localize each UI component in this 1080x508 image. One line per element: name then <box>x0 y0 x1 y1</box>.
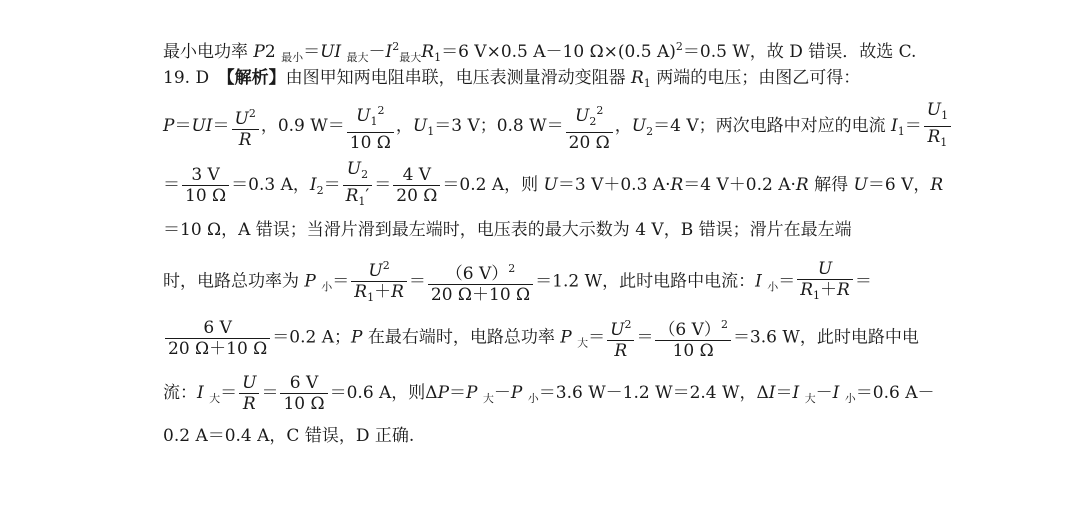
text-line: 0.2 A＝0.4 A，C 错误，D 正确. <box>163 426 415 446</box>
text-line: 时，电路总功率为 P $_小$＝ $\frac{U^2}{R_1+R}$ ＝ $\frac{(6 V)^2}{20 \Omega+10 \Omega}$ ＝1.2 W，此时电路中电流：I $_小$＝ $\frac{U}{R_1+R}$ ＝ <box>163 256 872 308</box>
text-line: 流：I $_大$＝ $\frac{U}{R}$ ＝ $\frac{6 V}{10 \Omega}$ ＝0.6 A，则ΔP＝P $_大$－P $_小$＝3.6 W－1.2 W＝2.4 W，ΔI＝I $_大$－I $_小$＝0.6 A－ <box>163 373 935 414</box>
text-line: ＝10 Ω，A 错误；当滑片滑到最左端时，电压表的最大示数为 4 V，B 错误；滑片在最左端 <box>163 220 852 240</box>
text-line: 最小电功率 P2 $_{最小}$＝UI $_{最大}-I^2_{最大}R_1=6$ V×0.5 A－10 Ω×(0.5 A)$^2$＝0.5 W，故 D 错误．故选 C. <box>163 40 917 64</box>
text-line: P＝UI＝ $\frac{U^2}{R}$ ，0.9 W＝ $\frac{U_1^2}{10 \Omega}$ ，$U_1=3$ V；0.8 W＝ $\frac{U_2^2}{20 \Omega}$ ，$U_2=4$ V；两次电路中对应的电流 $I_1=$ $\frac{U_1}{R_1}$ <box>163 100 953 153</box>
text-line: 19. D 【解析】由图甲知两电阻串联，电压表测量滑动变阻器 $R_1$ 两端的电压；由图乙可得： <box>163 68 861 90</box>
text-line: $\frac{6 V}{20 \Omega+10 \Omega}$ ＝0.2 A；P 在最右端时，电路总功率 P $_大$＝ $\frac{U^2}{R}$ ＝ $\frac{(6 V)^2}{10 \Omega}$ ＝3.6 W，此时电路中电 <box>163 315 919 361</box>
text-line: ＝ $\frac{3 V}{10 \Omega}$ ＝0.3 A，$I_2=$ $\frac{U_2}{R_1'}$ ＝ $\frac{4 V}{20 \Omega}$ ＝0.2 A，则 U＝3 V＋0.3 A·R＝4 V＋0.2 A·R 解得 U＝6 V，R <box>163 159 944 208</box>
